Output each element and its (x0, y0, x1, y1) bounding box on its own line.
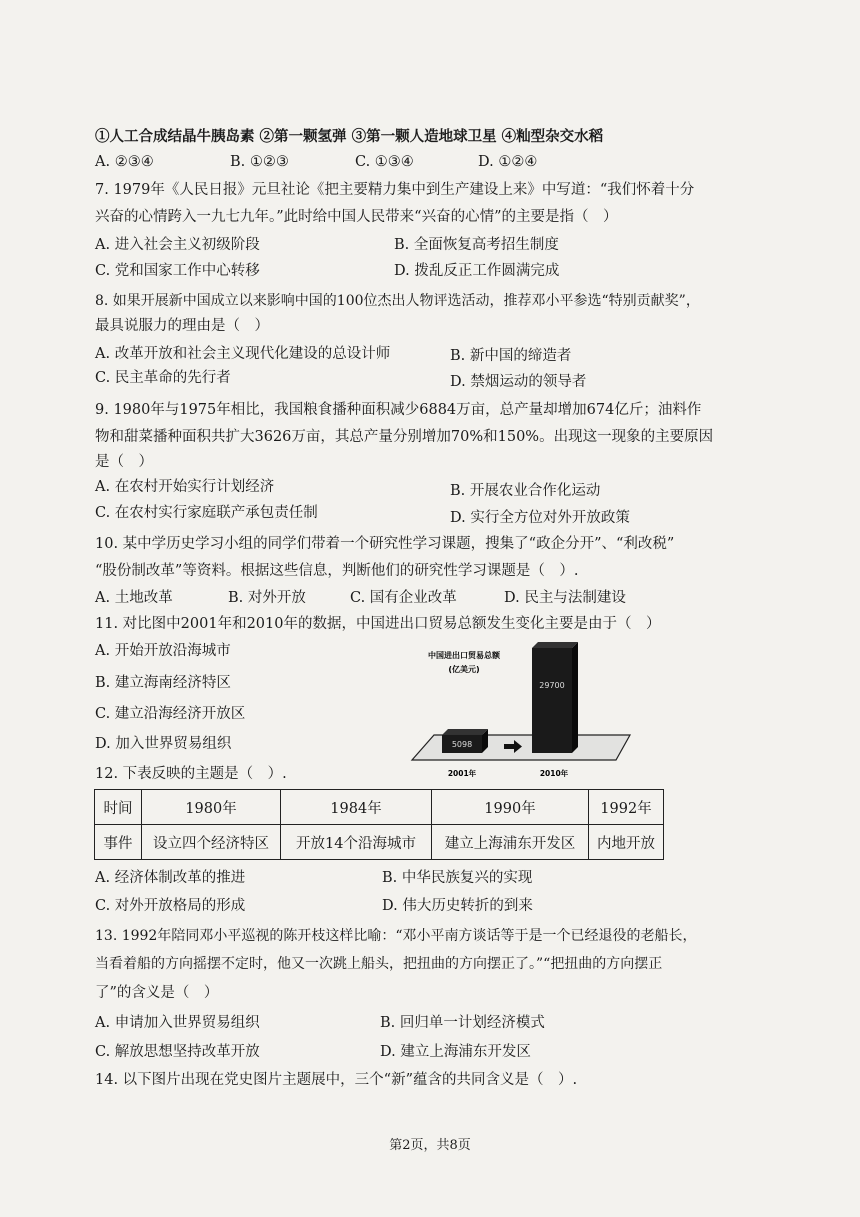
q7-option-a: A. 进入社会主义初级阶段 (95, 237, 260, 253)
table-row (95, 825, 664, 860)
q8-stem-2: 最具说服力的理由是（ ） (95, 318, 269, 334)
q9-stem-1: 9. 1980年与1975年相比，我国粮食播种面积减少6884万亩，总产量却增加674亿斤；油料作 (95, 402, 702, 418)
x-tick-label: 2010年 (539, 769, 569, 778)
q10-stem-1: 10. 某中学历史学习小组的同学们带着一个研究性学习课题，搜集了“政企分开”、“利改税” (95, 536, 675, 552)
x-tick-label: 2001年 (447, 769, 477, 778)
q7-option-d: D. 拨乱反正工作圆满完成 (394, 263, 560, 279)
q13-option-d: D. 建立上海浦东开发区 (380, 1044, 531, 1060)
q8-option-c: C. 民主革命的先行者 (95, 370, 231, 386)
q11-option-c: C. 建立沿海经济开放区 (95, 706, 246, 722)
q7-stem-1: 7. 1979年《人民日报》元旦社论《把主要精力集中到生产建设上来》中写道：“我们怀着十分 (95, 182, 695, 198)
chart-title: 中国进出口贸易总额 (428, 651, 500, 660)
bar-value-label: 29700 (539, 680, 565, 690)
q13-stem-2: 当看着船的方向摇摆不定时，他又一次跳上船头，把扭曲的方向摆正了。”“把扭曲的方向摆正 (95, 956, 663, 972)
q9-stem-2: 物和甜菜播种面积共扩大3626万亩，其总产量分别增加70%和150%。出现这一现象的主要原因 (95, 429, 714, 445)
q12-option-a: A. 经济体制改革的推进 (95, 870, 246, 886)
q9-option-c: C. 在农村实行家庭联产承包责任制 (95, 505, 318, 521)
q8-option-d: D. 禁烟运动的领导者 (450, 374, 587, 390)
q11-stem: 11. 对比图中2001年和2010年的数据，中国进出口贸易总额发生变化主要是由于（ ） (95, 616, 661, 632)
q11-option-a: A. 开始开放沿海城市 (95, 643, 231, 659)
q13-stem-1: 13. 1992年陪同邓小平巡视的陈开枝这样比喻：“邓小平南方谈话等于是一个已经退役的老船长， (95, 928, 697, 944)
table-cell: 1984年 (281, 790, 432, 825)
q8-option-a: A. 改革开放和社会主义现代化建设的总设计师 (95, 346, 391, 362)
q10-option-c: C. 国有企业改革 (350, 590, 457, 606)
q10-option-a: A. 土地改革 (95, 590, 173, 606)
chart-subtitle: (亿美元) (448, 665, 480, 674)
table-cell: 1990年 (432, 790, 589, 825)
q12-stem: 12. 下表反映的主题是（ ）. (95, 766, 287, 782)
q14-stem: 14. 以下图片出现在党史图片主题展中，三个“新”蕴含的共同含义是（ ）. (95, 1072, 578, 1088)
q6-option-a: A. ②③④ (95, 154, 154, 170)
bar-2010年 (532, 642, 578, 753)
q6-option-c: C. ①③④ (355, 154, 414, 170)
q12-option-b: B. 中华民族复兴的实现 (382, 870, 533, 886)
q12-option-c: C. 对外开放格局的形成 (95, 898, 246, 914)
q10-option-b: B. 对外开放 (228, 590, 306, 606)
q10-option-d: D. 民主与法制建设 (504, 590, 626, 606)
q6-items: ①人工合成结晶牛胰岛素 ②第一颗氢弹 ③第一颗人造地球卫星 ④籼型杂交水稻 (95, 128, 604, 145)
bar-front (532, 648, 572, 753)
q7-option-b: B. 全面恢复高考招生制度 (394, 237, 559, 253)
table-cell: 1992年 (589, 790, 664, 825)
q11-option-b: B. 建立海南经济特区 (95, 675, 231, 691)
bar-top (442, 729, 488, 735)
events-table (94, 789, 664, 860)
q11-option-d: D. 加入世界贸易组织 (95, 736, 232, 752)
q6-option-b: B. ①②③ (230, 154, 289, 170)
table-cell: 1980年 (142, 790, 281, 825)
trade-volume-chart (404, 640, 634, 780)
table-cell: 事件 (95, 825, 142, 860)
q13-stem-3: 了”的含义是（ ） (95, 985, 219, 1001)
table-cell: 开放14个沿海城市 (281, 825, 432, 860)
q9-option-d: D. 实行全方位对外开放政策 (450, 510, 630, 526)
table-cell: 设立四个经济特区 (142, 825, 281, 860)
bar-side (572, 642, 578, 753)
q8-stem-1: 8. 如果开展新中国成立以来影响中国的100位杰出人物评选活动，推荐邓小平参选“特别贡献奖”， (95, 293, 700, 309)
page-footer: 第2页，共8页 (389, 1138, 471, 1153)
q9-stem-3: 是（ ） (95, 454, 153, 470)
bar-value-label: 5098 (451, 739, 473, 749)
bar-top (532, 642, 578, 648)
q10-stem-2: “股份制改革”等资料。根据这些信息，判断他们的研究性学习课题是（ ）. (95, 563, 579, 579)
q7-option-c: C. 党和国家工作中心转移 (95, 263, 260, 279)
q13-option-a: A. 申请加入世界贸易组织 (95, 1015, 260, 1031)
table-cell: 内地开放 (589, 825, 664, 860)
q7-stem-2: 兴奋的心情跨入一九七九年。”此时给中国人民带来“兴奋的心情”的主要是指（ ） (95, 209, 618, 225)
q12-option-d: D. 伟大历史转折的到来 (382, 898, 533, 914)
q6-option-d: D. ①②④ (478, 154, 538, 170)
bar-2001年 (442, 729, 488, 753)
table-cell: 建立上海浦东开发区 (432, 825, 589, 860)
table-cell: 时间 (95, 790, 142, 825)
q13-option-c: C. 解放思想坚持改革开放 (95, 1044, 260, 1060)
q8-option-b: B. 新中国的缔造者 (450, 348, 572, 364)
table-row (95, 790, 664, 825)
q9-option-b: B. 开展农业合作化运动 (450, 483, 601, 499)
q13-option-b: B. 回归单一计划经济模式 (380, 1015, 545, 1031)
q9-option-a: A. 在农村开始实行计划经济 (95, 479, 275, 495)
